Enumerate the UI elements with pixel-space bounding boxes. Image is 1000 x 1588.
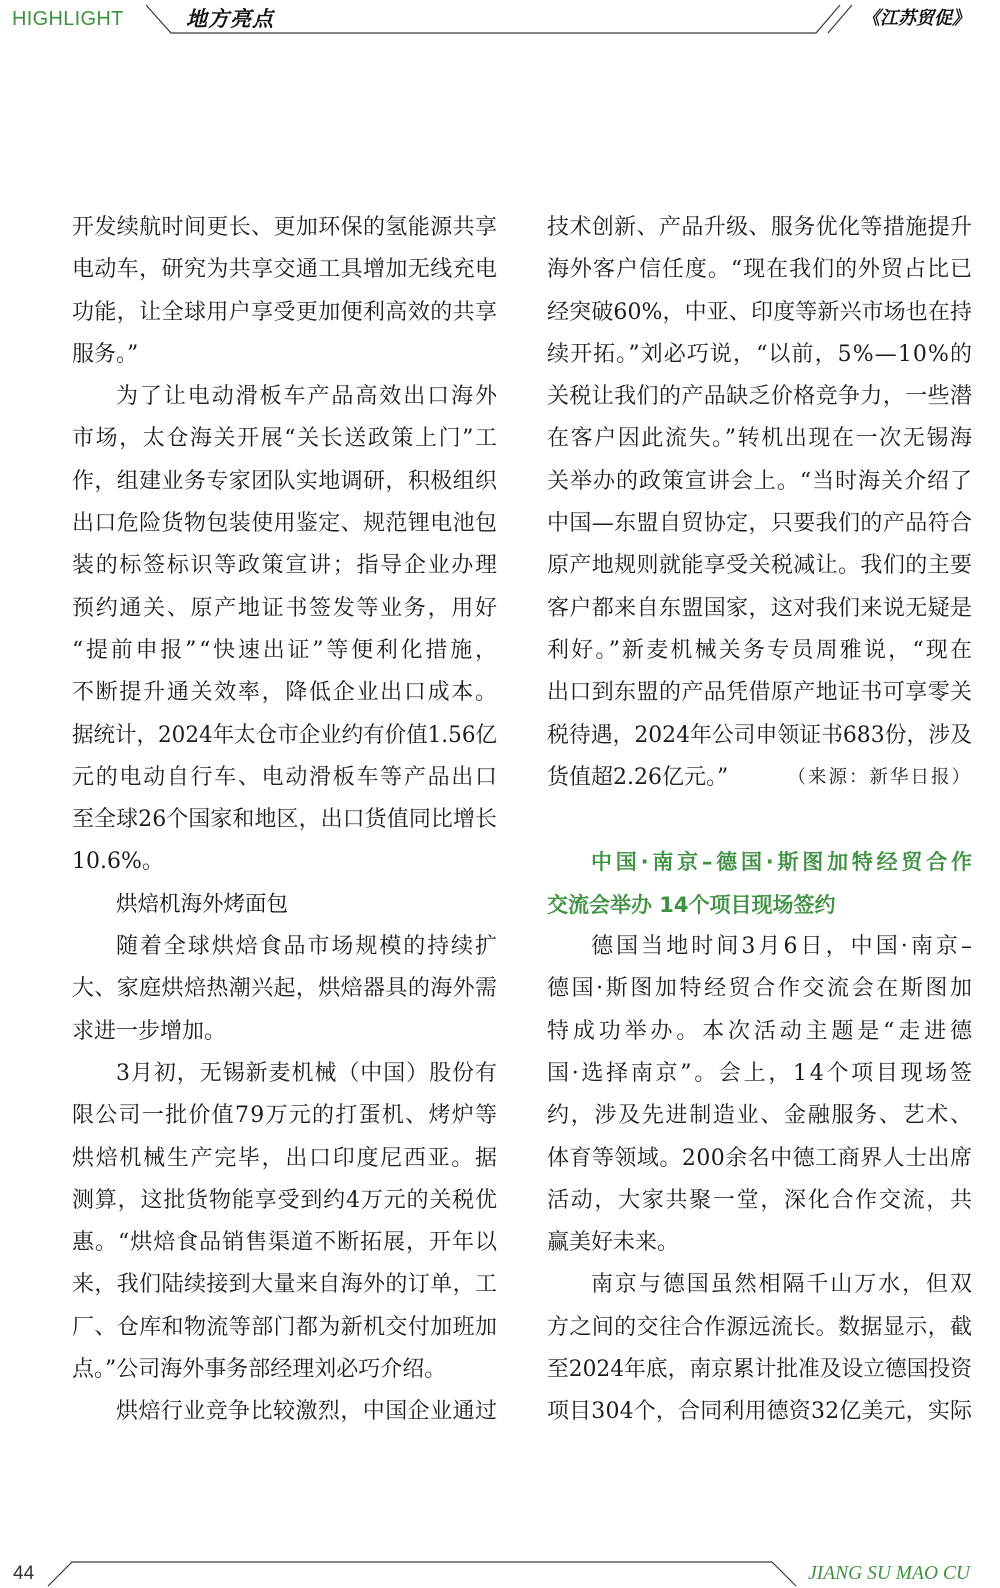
text-line bbox=[72, 376, 497, 418]
line-text: 国·选择南京”。会上，14个项目现场签 bbox=[547, 1060, 975, 1086]
line-text: “提前申报”“快速出证”等便利化措施， bbox=[72, 637, 500, 663]
text-line bbox=[72, 799, 497, 841]
line-text: 税待遇，2024年公司申领证书683份，涉及 bbox=[547, 722, 972, 748]
text-line bbox=[547, 1391, 972, 1433]
line-text: 惠。“烘焙食品销售渠道不断拓展，开年以 bbox=[72, 1230, 498, 1256]
line-text: 特成功举办。本次活动主题是“走进德 bbox=[547, 1018, 976, 1044]
text-line bbox=[547, 1307, 972, 1349]
line-text: 大、家庭烘焙热潮兴起，烘焙器具的海外需 bbox=[72, 976, 498, 1002]
text-line bbox=[72, 926, 497, 968]
right-column bbox=[547, 207, 976, 1434]
text-line bbox=[72, 418, 497, 460]
line-text: 方之间的交往合作源远流长。数据显示，截 bbox=[547, 1314, 973, 1340]
magazine-name: 《江苏贸促》 bbox=[862, 8, 970, 29]
line-text: 测算，这批货物能享受到约4万元的关税优 bbox=[72, 1187, 498, 1213]
line-text: 活动，大家共聚一堂，深化合作交流，共 bbox=[547, 1187, 974, 1213]
text-line bbox=[72, 1307, 497, 1349]
text-line bbox=[72, 630, 500, 672]
line-text: 至全球26个国家和地区，出口货值同比增长 bbox=[72, 807, 498, 833]
text-line bbox=[72, 1349, 497, 1391]
text-line bbox=[72, 841, 497, 883]
text-line bbox=[547, 207, 972, 249]
line-text: 关举办的政策宣讲会上。“当时海关介绍了 bbox=[547, 468, 973, 494]
text-line bbox=[72, 715, 497, 757]
text-line bbox=[72, 545, 497, 587]
text-line bbox=[72, 1391, 497, 1433]
section-label-cn: 地方亮点 bbox=[186, 6, 274, 31]
line-text: 求进一步增加。 bbox=[72, 1018, 227, 1044]
header-rule bbox=[0, 0, 1000, 40]
line-text: 市场，太仓海关开展“关长送政策上门”工 bbox=[72, 426, 499, 452]
paragraph bbox=[72, 376, 500, 884]
text-line bbox=[547, 926, 976, 968]
line-text: 利好。”新麦机械关务专员周雅说，“现在 bbox=[547, 637, 975, 663]
source-credit: （来源：新华日报） bbox=[787, 766, 972, 788]
section-label-en: HIGHLIGHT bbox=[12, 8, 124, 30]
line-text: 技术创新、产品升级、服务优化等措施提升 bbox=[547, 215, 973, 240]
text-line bbox=[547, 1222, 972, 1264]
line-text: 德国当地时间3月6日，中国·南京– bbox=[591, 934, 976, 960]
line-text: 中国—东盟自贸协定，只要我们的产品符合 bbox=[547, 511, 973, 537]
line-text: 装的标签标识等政策宣讲；指导企业办理 bbox=[72, 553, 499, 579]
line-text: 约，涉及先进制造业、金融服务、艺术、 bbox=[547, 1103, 974, 1129]
text-line bbox=[547, 884, 972, 926]
text-line bbox=[547, 418, 972, 460]
text-line bbox=[547, 630, 975, 672]
paragraph bbox=[72, 926, 497, 1053]
text-line bbox=[72, 503, 497, 545]
text-line bbox=[547, 588, 972, 630]
text-line bbox=[72, 588, 497, 630]
text-line bbox=[547, 1053, 975, 1095]
text-line bbox=[72, 292, 497, 334]
line-text: 据统计，2024年太仓市企业约有价值1.56亿 bbox=[72, 722, 497, 748]
text-line bbox=[72, 968, 497, 1010]
line-text: 在客户因此流失。”转机出现在一次无锡海 bbox=[547, 426, 974, 452]
paragraph bbox=[547, 1264, 972, 1433]
line-text: 开发续航时间更长、更加环保的氢能源共享 bbox=[72, 215, 498, 240]
text-line bbox=[547, 461, 972, 503]
line-text: 厂、仓库和物流等部门都为新机交付加班加 bbox=[72, 1314, 498, 1340]
article-title bbox=[547, 841, 976, 926]
text-line bbox=[547, 968, 975, 1010]
header-rule-line bbox=[146, 5, 840, 33]
line-text: 为了让电动滑板车产品高效出口海外 bbox=[116, 384, 499, 410]
line-text: 限公司一批价值79万元的打蛋机、烤炉等 bbox=[72, 1103, 499, 1129]
paragraph bbox=[547, 926, 976, 1264]
line-text: 电动车，研究为共享交通工具增加无线充电 bbox=[72, 257, 498, 283]
line-text: 随着全球烘焙食品市场规模的持续扩 bbox=[116, 934, 499, 960]
line-text: 出口到东盟的产品凭借原产地证书可享零关 bbox=[547, 680, 973, 706]
text-line bbox=[547, 841, 976, 883]
left-column bbox=[72, 207, 500, 1434]
text-line bbox=[547, 376, 972, 418]
paragraph bbox=[72, 1053, 497, 1391]
text-line bbox=[547, 1349, 972, 1391]
line-text: 烘焙机械生产完毕，出口印度尼西亚。据 bbox=[72, 1145, 499, 1171]
header-rule-accent bbox=[828, 5, 852, 33]
line-text: 德国·斯图加特经贸合作交流会在斯图加 bbox=[547, 976, 975, 1002]
line-text: 3月初，无锡新麦机械（中国）股份有 bbox=[116, 1060, 498, 1086]
line-text: 关税让我们的产品缺乏价格竞争力，一些潜 bbox=[547, 384, 973, 410]
text-line bbox=[547, 1095, 972, 1137]
text-line bbox=[547, 249, 972, 291]
magazine-pinyin: JIANG SU MAO CU bbox=[808, 1563, 970, 1584]
footer-rule-line bbox=[48, 1562, 796, 1586]
line-text: 海外客户信任度。“现在我们的外贸占比已 bbox=[547, 257, 973, 283]
text-line bbox=[547, 715, 972, 757]
text-line bbox=[547, 545, 972, 587]
text-line bbox=[72, 1264, 497, 1306]
line-text: 服务。” bbox=[72, 341, 139, 367]
paragraph bbox=[72, 1391, 497, 1433]
text-line bbox=[72, 1222, 497, 1264]
text-line bbox=[547, 757, 972, 799]
text-line bbox=[72, 461, 497, 503]
text-line bbox=[547, 1138, 972, 1180]
text-line bbox=[547, 334, 972, 376]
subheading bbox=[72, 884, 497, 926]
text-line bbox=[547, 503, 972, 545]
line-text: 原产地规则就能享受关税减让。我们的主要 bbox=[547, 553, 973, 579]
line-text: 点。”公司海外事务部经理刘必巧介绍。 bbox=[72, 1357, 447, 1383]
line-text: 客户都来自东盟国家，这对我们来说无疑是 bbox=[547, 595, 973, 621]
text-line bbox=[547, 1264, 972, 1306]
line-text: 经突破60%，中亚、印度等新兴市场也在持 bbox=[547, 299, 973, 325]
line-text: 不断提升通关效率，降低企业出口成本。 bbox=[72, 680, 499, 706]
paragraph bbox=[72, 207, 497, 376]
text-line bbox=[547, 1011, 976, 1053]
line-text: 出口危险货物包装使用鉴定、规范锂电池包 bbox=[72, 511, 498, 537]
page-number: 44 bbox=[13, 1563, 35, 1584]
line-text: 预约通关、原产地证书签发等业务，用好 bbox=[72, 595, 499, 621]
line-text: 货值超2.26亿元。” bbox=[547, 764, 729, 790]
line-text: 元的电动自行车、电动滑板车等产品出口 bbox=[72, 764, 499, 790]
line-text: 项目304个，合同利用德资32亿美元，实际 bbox=[547, 1399, 973, 1425]
text-line bbox=[72, 1138, 497, 1180]
text-line bbox=[72, 757, 497, 799]
line-text: 续开拓。”刘必巧说，“以前，5%—10%的 bbox=[547, 341, 974, 367]
text-line bbox=[72, 334, 497, 376]
line-text: 体育等领域。200余名中德工商界人士出席 bbox=[547, 1145, 973, 1171]
text-line bbox=[72, 1180, 497, 1222]
line-text: 烘焙行业竞争比较激烈，中国企业通过 bbox=[116, 1399, 498, 1425]
text-line bbox=[547, 292, 972, 334]
paragraph bbox=[547, 207, 975, 799]
text-line bbox=[72, 884, 497, 926]
line-text: 作，组建业务专家团队实地调研，积极组织 bbox=[72, 468, 498, 494]
line-text: 烘焙机海外烤面包 bbox=[116, 891, 289, 917]
line-text: 功能，让全球用户享受更加便利高效的共享 bbox=[72, 299, 498, 325]
line-text: 10.6%。 bbox=[72, 849, 164, 875]
text-line bbox=[72, 249, 497, 291]
line-text: 至2024年底，南京累计批准及设立德国投资 bbox=[547, 1357, 972, 1383]
line-text: 来，我们陆续接到大量来自海外的订单，工 bbox=[72, 1272, 498, 1298]
line-text: 交流会举办 14个项目现场签约 bbox=[547, 892, 836, 917]
text-line bbox=[72, 207, 497, 249]
text-line bbox=[72, 672, 497, 714]
text-line bbox=[72, 1011, 497, 1053]
line-text: 中国·南京–德国·斯图加特经贸合作 bbox=[591, 850, 976, 875]
text-line bbox=[547, 1180, 972, 1222]
text-line bbox=[547, 672, 972, 714]
line-text: 南京与德国虽然相隔千山万水，但双 bbox=[591, 1272, 974, 1298]
line-text: 赢美好未来。 bbox=[547, 1230, 680, 1256]
text-line bbox=[72, 1095, 497, 1137]
text-line bbox=[72, 1053, 497, 1095]
